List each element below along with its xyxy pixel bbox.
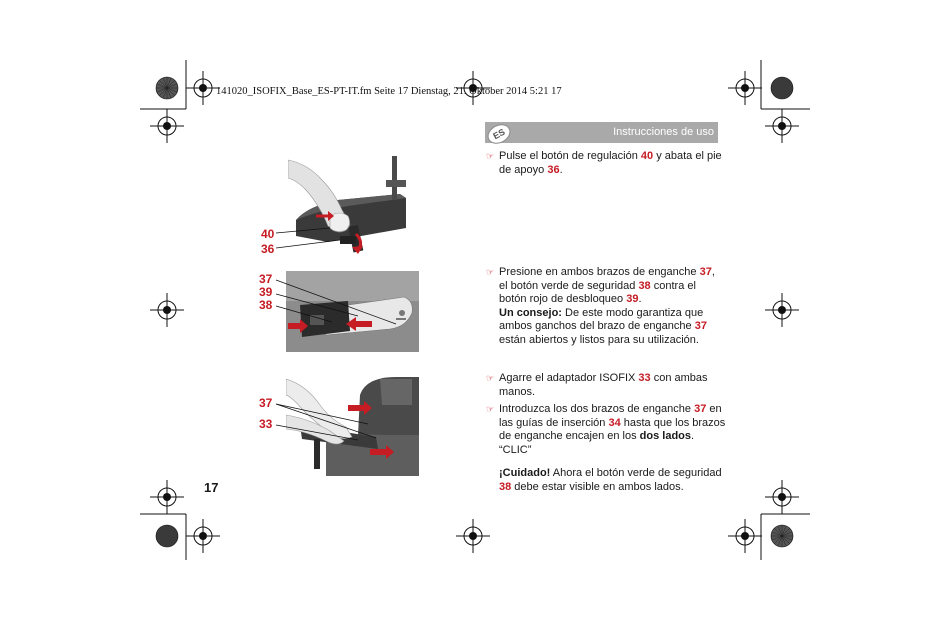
step-text: Presione en ambos brazos de enganche 37, el botón verde de seguridad 38 contra el botón rojo de desbloqueo 39. Un consejo: De este modo garantiza que ambos ganchos del brazo de enganche 37 están abiertos y listos para su utilización. [499, 266, 715, 346]
instruction-step-1 [486, 150, 726, 177]
color-wheel-icon [771, 77, 793, 99]
page-number: 17 [204, 480, 219, 495]
hand-pointer-icon: ☞ [486, 267, 495, 277]
figure-2-leader-lines [272, 276, 402, 336]
warning-label: ¡Cuidado! [499, 467, 551, 479]
hand-pointer-icon: ☞ [486, 151, 495, 161]
figure-3-callout-33: 33 [259, 417, 273, 431]
instruction-step-3 [486, 372, 726, 399]
tip-label: Un consejo: [499, 306, 562, 319]
registration-target-icon [456, 519, 490, 553]
registration-target-icon [150, 109, 184, 143]
color-wheel-icon [771, 525, 793, 547]
registration-target-icon [186, 519, 220, 553]
section-title: Instrucciones de uso [613, 126, 714, 138]
instruction-step-2 [486, 266, 726, 347]
figure-3-leader-lines [272, 400, 402, 450]
registration-target-icon [765, 109, 799, 143]
registration-target-icon [728, 71, 762, 105]
registration-target-icon [186, 71, 220, 105]
figure-2-callout-39: 39 [259, 285, 273, 299]
warning-note [486, 467, 726, 494]
language-badge: ES [484, 120, 514, 147]
figure-1-leader-lines [270, 218, 370, 258]
color-wheel-icon [156, 77, 178, 99]
registration-target-icon [765, 480, 799, 514]
figure-2-callout-37: 37 [259, 272, 273, 286]
warning-text: ¡Cuidado! Ahora el botón verde de seguridad 38 debe estar visible en ambos lados. [499, 467, 722, 493]
color-wheel-icon [156, 525, 178, 547]
registration-target-icon [150, 480, 184, 514]
hand-pointer-icon: ☞ [486, 373, 495, 383]
figure-3-callout-37: 37 [259, 396, 273, 410]
figure-1-callout-36: 36 [261, 242, 275, 256]
registration-target-icon [150, 293, 184, 327]
step-text: Introduzca los dos brazos de enganche 37 en las guías de inserción 34 hasta que los brazos de enganche encajen en los dos lados. “CLIC” [499, 403, 726, 456]
hand-pointer-icon: ☞ [486, 404, 495, 414]
file-header-text: 141020_ISOFIX_Base_ES-PT-IT.fm Seite 17 Dienstag, 21. Oktober 2014 5:21 17 [216, 86, 562, 97]
instruction-step-4 [486, 403, 726, 457]
registration-target-icon [765, 293, 799, 327]
figure-2-callout-38: 38 [259, 298, 273, 312]
figure-1-callout-40: 40 [261, 227, 275, 241]
registration-target-icon [728, 519, 762, 553]
step-text: Agarre el adaptador ISOFIX 33 con ambas manos. [499, 372, 708, 398]
step-text: Pulse el botón de regulación 40 y abata el pie de apoyo 36. [499, 150, 722, 176]
